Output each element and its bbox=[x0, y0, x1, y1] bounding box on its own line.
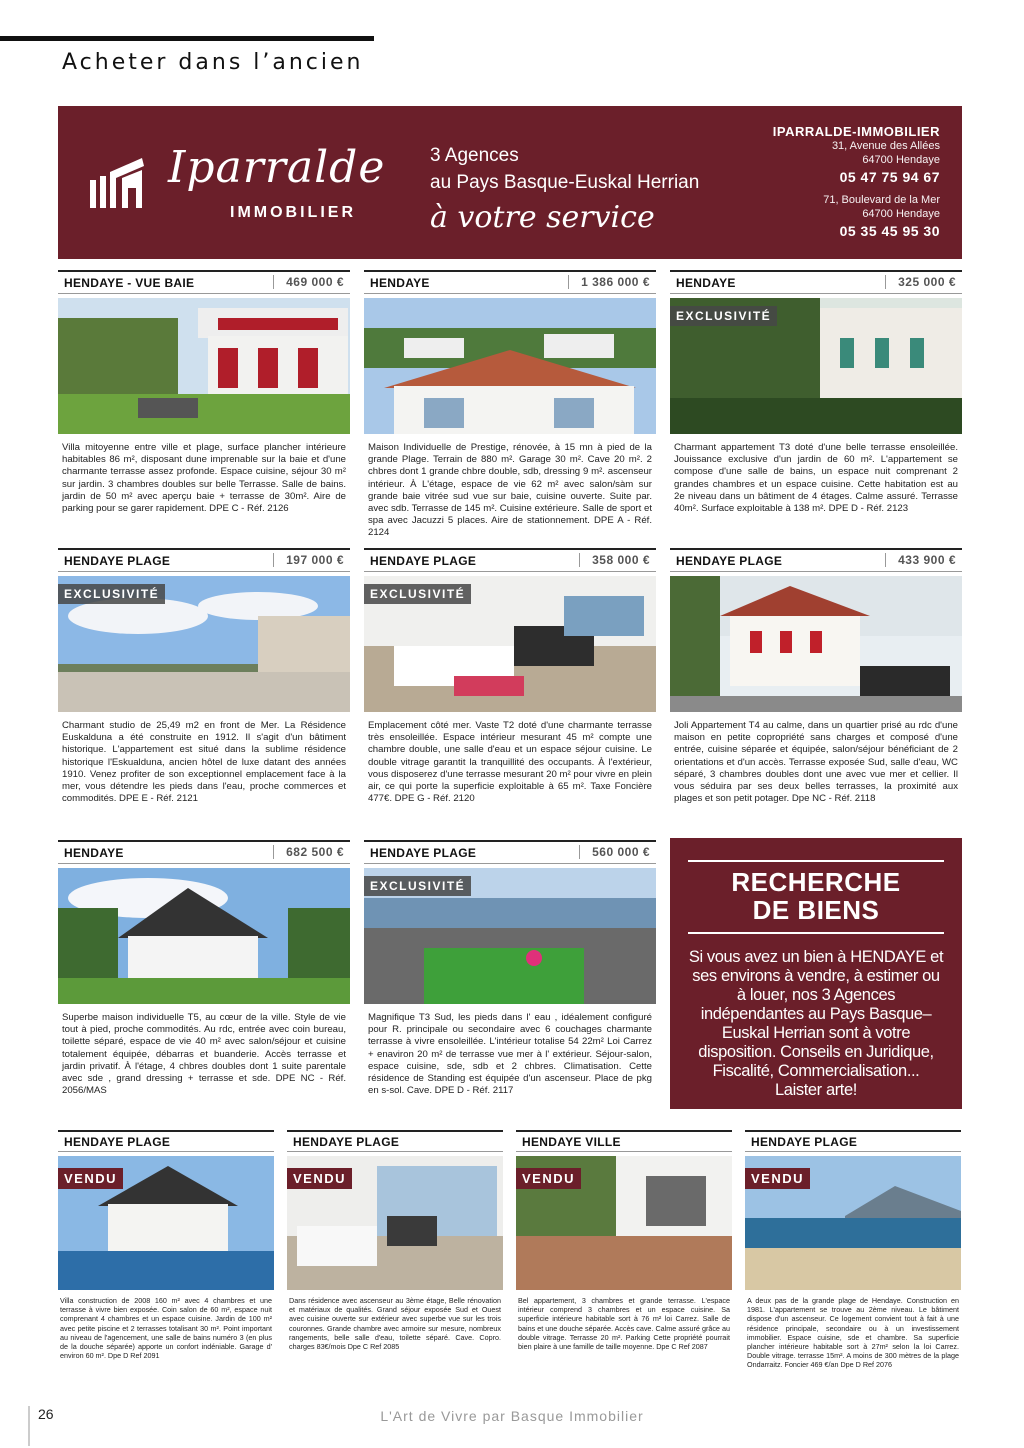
page-title: Acheter dans l’ancien bbox=[62, 50, 364, 75]
listing-description: Emplacement côté mer. Vaste T2 doté d'une charmante terrasse très ensoleillée. Espace intérieur mesurant 45 m² compte une chambre double, une salle d'eau et un espace séjour cuisine. Le double vitrage garantit la tranquillité des occupants. À l'extérieur, vous disposerez d'une terrasse mesurant 20 m² pour vivre en plein air, ce qui porte la superficie exploitable à 65 m². Taxe Foncière 477€. DPE G - Réf. 2120 bbox=[368, 720, 652, 805]
listing-header bbox=[670, 270, 962, 294]
listing-header bbox=[670, 548, 962, 572]
listing-description: Magnifique T3 Sud, les pieds dans l' eau , idéalement configuré pour R. principale ou secondaire avec 6 couchages charmante terrasse à vivre ensoleillée. L'intérieur totalise 54 22m² Loi Carrez + enaviron 20 m² de terrasse vue mer à l' extérieur. Séjour-salon, espace cuisine, sde, sdb et 2 chbres. Climatisation. Cette résidence de Standing est équipée d'un ascenseur. Place de pkg en s-sol. Cave. DPE D - Réf. 2117 bbox=[368, 1012, 652, 1097]
listing-card[interactable] bbox=[58, 270, 350, 515]
listing-photo bbox=[670, 298, 962, 434]
sold-town: HENDAYE PLAGE bbox=[293, 1135, 400, 1149]
listing-card[interactable] bbox=[670, 270, 962, 515]
listing-header bbox=[58, 270, 350, 294]
listing-town: HENDAYE PLAGE bbox=[370, 554, 477, 568]
tagline-line-1: 3 Agences bbox=[430, 145, 519, 166]
listing-description: Joli Appartement T4 au calme, dans un quartier prisé au rdc d'une maison en petite copropriété sans charges et composé d'une entrée, cuisine séparée et équipée, salon/séjour bénéficiant de 2 orientations et d'un accès. Terrasse exposée Sud, salle d'eau, WC séparé, 3 chambres doubles dont une avec vue mer et cellier. Il vous séduira par ses deux belles terrasses, la proximité aux plages et son petit potager. Dpe NC - Réf. 2118 bbox=[674, 720, 958, 805]
listing-town: HENDAYE bbox=[64, 846, 124, 860]
phone-1[interactable]: 05 47 75 94 67 bbox=[839, 169, 940, 185]
address-1-line-2: 64700 Hendaye bbox=[862, 154, 940, 166]
listing-header bbox=[364, 840, 656, 864]
sold-photo bbox=[745, 1156, 961, 1290]
listing-card[interactable] bbox=[364, 840, 656, 1097]
listing-price: 358 000 € bbox=[579, 553, 650, 567]
listing-town: HENDAYE PLAGE bbox=[64, 554, 171, 568]
address-2-line-1: 71, Boulevard de la Mer bbox=[823, 194, 940, 206]
listing-town: HENDAYE PLAGE bbox=[676, 554, 783, 568]
listing-town: HENDAYE - VUE BAIE bbox=[64, 276, 195, 290]
exclusivity-badge: EXCLUSIVITÉ bbox=[364, 876, 471, 896]
divider bbox=[688, 860, 944, 862]
exclusivity-badge: EXCLUSIVITÉ bbox=[364, 584, 471, 604]
listing-card[interactable] bbox=[670, 548, 962, 805]
listing-town: HENDAYE bbox=[370, 276, 430, 290]
agency-name: IPARRALDE-IMMOBILIER bbox=[772, 124, 940, 139]
sold-header bbox=[58, 1130, 274, 1152]
sold-description: Bel appartement, 3 chambres et grande terrasse. L'espace intérieur comprend 3 chambres et un espace cuisine. Sa superficie intérieure habitable sort à 76 m² loi Carrez. Salle de bains et une douche séparée. Accès cave. Calme assuré grâce au double vitrage. Terrasse 20 m². Parking Cette propriété pourrait bien plaire à une famille de taille moyenne. Dpe C Ref 2087 bbox=[518, 1296, 730, 1352]
tagline-line-2: au Pays Basque-Euskal Herrian bbox=[430, 172, 700, 193]
listing-card[interactable] bbox=[58, 840, 350, 1097]
tagline-script: à votre service bbox=[430, 200, 655, 235]
sold-badge: VENDU bbox=[745, 1168, 810, 1189]
listing-price: 325 000 € bbox=[885, 275, 956, 289]
listing-description: Charmant studio de 25,49 m2 en front de Mer. La Résidence Euskalduna a été construite en 1912. Il s'agit d'un bâtiment historique. L'appartement est situé dans la sublime résidence historique l'Eskualduna, ancien hôtel de luxe datant des années 1910. Venez profiter de son exceptionnel emplacement face à la mer, vous détendre les pieds dans l'eau, proche commerces et commodités. DPE E - Réf. 2121 bbox=[62, 720, 346, 805]
listing-town: HENDAYE bbox=[676, 276, 736, 290]
sold-header bbox=[516, 1130, 732, 1152]
sold-photo bbox=[516, 1156, 732, 1290]
brand-name: Iparralde bbox=[168, 142, 386, 193]
agency-logo bbox=[82, 136, 422, 236]
search-title-line-1: RECHERCHE bbox=[731, 867, 901, 897]
phone-2[interactable]: 05 35 45 95 30 bbox=[839, 223, 940, 239]
sold-description: Villa construction de 2008 160 m² avec 4 chambres et une terrasse à vivre bien exposée. Coin salon de 60 m², espace nuit comprenant 4 chambres et un espace cuisine. Jardin de 100 m² avec petite piscine et 2 terrasses totalisant 30 m². Point important au niveau de l'agencement, une salle de bains numéro 3 (en plus de la douche séparée) apporte un confort indéniable. Garage d' environ 60 m². Dpe D Ref 2091 bbox=[60, 1296, 272, 1361]
address-2-line-2: 64700 Hendaye bbox=[862, 208, 940, 220]
property-search-box bbox=[670, 838, 962, 1109]
sold-badge: VENDU bbox=[287, 1168, 352, 1189]
listing-photo bbox=[58, 576, 350, 712]
listing-card[interactable] bbox=[58, 548, 350, 805]
exclusivity-badge: EXCLUSIVITÉ bbox=[670, 306, 777, 326]
sold-header bbox=[287, 1130, 503, 1152]
sold-header bbox=[745, 1130, 961, 1152]
sold-badge: VENDU bbox=[58, 1168, 123, 1189]
listing-header bbox=[364, 270, 656, 294]
listing-price: 469 000 € bbox=[273, 275, 344, 289]
listing-price: 1 386 000 € bbox=[568, 275, 650, 289]
sold-card[interactable] bbox=[516, 1130, 732, 1351]
search-title-line-2: DE BIENS bbox=[752, 895, 880, 925]
exclusivity-badge: EXCLUSIVITÉ bbox=[58, 584, 165, 604]
top-rule bbox=[0, 36, 374, 41]
divider bbox=[688, 932, 944, 934]
listing-card[interactable] bbox=[364, 548, 656, 805]
listing-photo bbox=[670, 576, 962, 712]
listing-price: 197 000 € bbox=[273, 553, 344, 567]
listing-photo bbox=[58, 298, 350, 434]
listing-price: 682 500 € bbox=[273, 845, 344, 859]
sold-photo bbox=[58, 1156, 274, 1290]
listing-header bbox=[58, 840, 350, 864]
sold-town: HENDAYE PLAGE bbox=[751, 1135, 858, 1149]
sold-town: HENDAYE VILLE bbox=[522, 1135, 621, 1149]
listing-header bbox=[364, 548, 656, 572]
agency-contacts bbox=[680, 124, 940, 247]
address-1-line-1: 31, Avenue des Allées bbox=[831, 140, 940, 152]
listing-description: Maison Individuelle de Prestige, rénovée, à 15 mn à pied de la grande Plage. Terrain de 880 m². Garage 30 m². Cave 20 m². 2 chbres dont 1 grande chbre double, sdb, dressing 9 m². ascenseur intérieur. À L'étage, espace de vie 62 m² avec salon/sàm sur grande baie vitrée sud vue sur baie, cuisine ouverte. Suite par. avec sdb. Terrasse de 145 m². Cuisine extérieure. Salle de sport et spa avec Jacuzzi 5 places. Aire de stationnement. DPE A - Réf. 2124 bbox=[368, 442, 652, 539]
agency-banner bbox=[58, 106, 962, 259]
sold-card[interactable] bbox=[745, 1130, 961, 1370]
sold-photo bbox=[287, 1156, 503, 1290]
sold-card[interactable] bbox=[287, 1130, 503, 1351]
sold-description: Dans résidence avec ascenseur au 3ème étage, Belle rénovation et matériaux de qualités. Grand séjour exposée Sud et Ouest avec cuisine ouverte sur extérieur avec superbe vue sur les trois couronnes. Grande chambre avec armoire sur mesure, nombreux rangements, belle salle d'eau, toilette séparé. Cave. Copro. charges 83€/mois Dpe C Ref 2085 bbox=[289, 1296, 501, 1352]
listing-description: Superbe maison individuelle T5, au cœur de la ville. Style de vie tout à pied, proche commodités. Au rdc, entrée avec coin bureau, toilette séparé, espace de vie 40 m² avec salon/séjour et cuisine totalement équipée, débarras et buanderie. Accès terrasse et jardin privatif. À l'étage, 4 chbres doubles dont 1 suite parentale avec sde , grand dressing + terrasse et sde. DPE NC - Réf. 2056/MAS bbox=[62, 1012, 346, 1097]
listing-town: HENDAYE PLAGE bbox=[370, 846, 477, 860]
listing-photo bbox=[364, 576, 656, 712]
search-text: Si vous avez un bien à HENDAYE et ses environs à vendre, à estimer ou à louer, nos 3 Agences indépendantes au Pays Basque–Euskal Herrian sont à votre disposition. Conseils en Juridique, Fiscalité, Commercialisation... Laister arte! bbox=[688, 948, 944, 1099]
publication-name: L'Art de Vivre par Basque Immobilier bbox=[380, 1408, 644, 1424]
brand-subtitle: IMMOBILIER bbox=[230, 204, 356, 221]
listing-photo bbox=[364, 868, 656, 1004]
sold-badge: VENDU bbox=[516, 1168, 581, 1189]
listing-price: 433 900 € bbox=[885, 553, 956, 567]
listing-description: Charmant appartement T3 doté d'une belle terrasse ensoleillée. Jouissance exclusive d'un jardin de 60 m². L'appartement se compose d'une salle de bains, un espace nuit comprenant 2 grandes chambres et un espace cuisine. Cette habitation est au 2e niveau dans un bâtiment de 4 étages. Calme assuré. Terrasse 40m². Surface exploitable à 138 m². DPE D - Réf. 2123 bbox=[674, 442, 958, 515]
sold-card[interactable] bbox=[58, 1130, 274, 1360]
sold-description: A deux pas de la grande plage de Hendaye. Construction en 1981. L'appartement se trouve au 2ème niveau. Le bâtiment dispose d'un ascenseur. Ce logement convient tout à fait à une résidence principale, secondaire ou à un investissement immobilier. Espace cuisine, sde et chambre. Sa superficie plancher intérieure habitable sort à 27m² selon la loi Carrez. Double vitrage. terrasse 15m². A moins de 300 mètres de la plage Ondarraitz. Foncier 469 €/an Dpe D Ref 2076 bbox=[747, 1296, 959, 1370]
house-logo-icon bbox=[86, 156, 150, 212]
listing-card[interactable] bbox=[364, 270, 656, 540]
sold-town: HENDAYE PLAGE bbox=[64, 1135, 171, 1149]
listing-price: 560 000 € bbox=[579, 845, 650, 859]
listing-photo bbox=[58, 868, 350, 1004]
search-title bbox=[670, 868, 962, 924]
listing-description: Villa mitoyenne entre ville et plage, surface plancher intérieure habitables 86 m², disposant dune imprenable sur la baie et d'une charmante terrasse assez profonde. Espace cuisine, séjour 30 m² sur jardin. 3 chambres doubles sur belle Terrasse. Salle de bains. jardin de 50 m² avec aperçu baie + terrasse de 30m². Aire de parking pour se garer rapidement. DPE C - Réf. 2126 bbox=[62, 442, 346, 515]
listing-header bbox=[58, 548, 350, 572]
listing-photo bbox=[364, 298, 656, 434]
page-number: 26 bbox=[28, 1406, 54, 1446]
